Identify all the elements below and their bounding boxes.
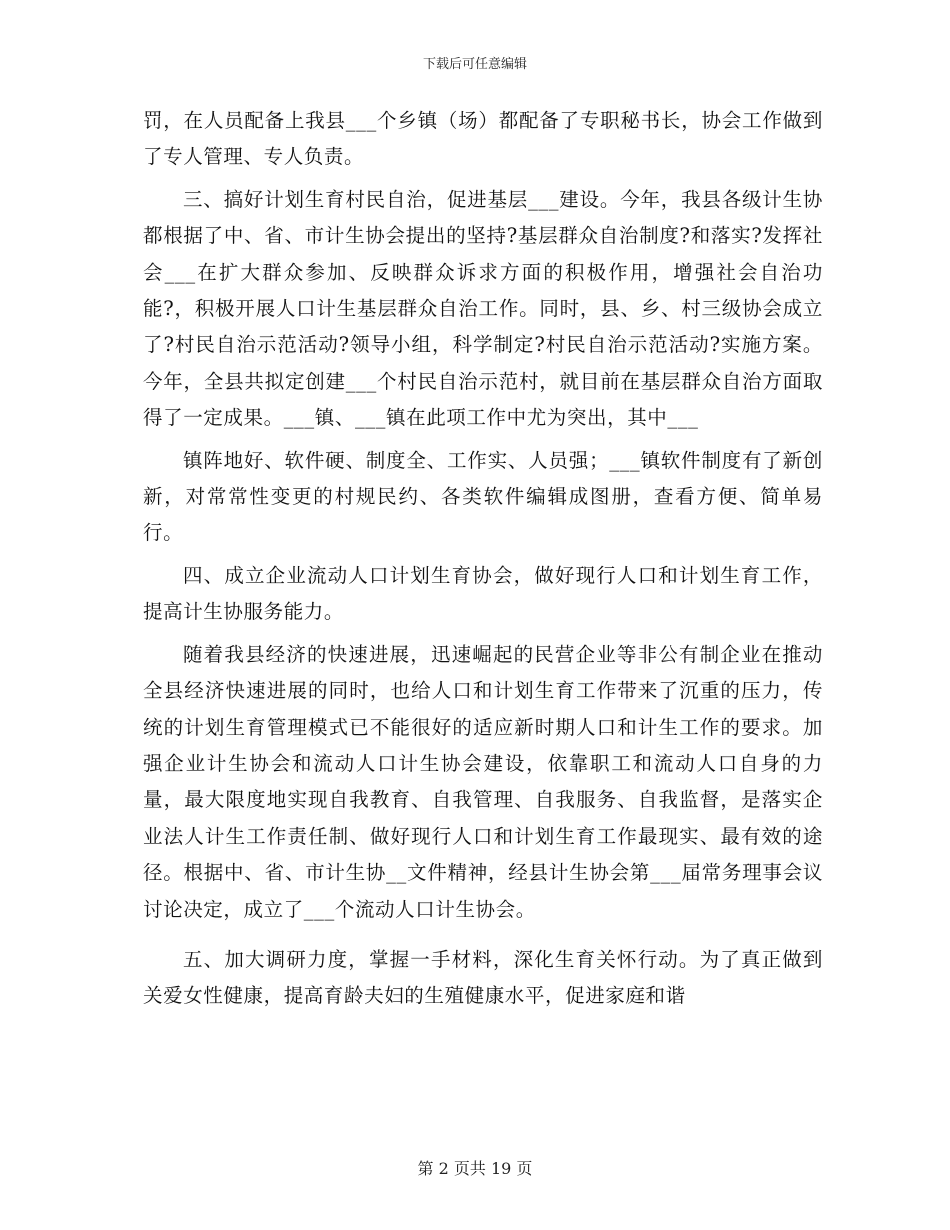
document-body xyxy=(143,103,823,1015)
paragraph-1: 罚，在人员配备上我县___个乡镇（场）都配备了专职秘书长，协会工作做到了专人管理、专人负责。 xyxy=(143,109,823,169)
paragraph-2: 三、搞好计划生育村民自治，促进基层___建设。今年，我县各级计生协都根据了中、省、市计生协会提出的坚持?基层群众自治制度?和落实?发挥社会___在扩大群众参加、反映群众诉求方面的积极作用，增强社会自治功能?，积极开展人口计生基层群众自治工作。同时，县、乡、村三级协会成立了?村民自治示范活动?领导小组，科学制定?村民自治示范活动?实施方案。今年，全县共拟定创建___个村民自治示范村，就目前在基层群众自治方面取得了一定成果。___镇、___镇在此项工作中尤为突出，其中___ xyxy=(143,187,823,430)
paragraph-4: 四、成立企业流动人口计划生育协会，做好现行人口和计划生育工作，提高计生协服务能力。 xyxy=(143,563,823,624)
page-number: 第 2 页共 19 页 xyxy=(417,1159,533,1178)
paragraph-6: 五、加大调研力度，掌握一手材料，深化生育关怀行动。为了真正做到关爱女性健康，提高育龄夫妇的生殖健康水平，促进家庭和谐 xyxy=(143,947,823,1008)
page-header: 下载后可任意编辑 xyxy=(422,57,527,72)
paragraph-5: 随着我县经济的快速进展，迅速崛起的民营企业等非公有制企业在推动全县经济快速进展的同时，也给人口和计划生育工作带来了沉重的压力，传统的计划生育管理模式已不能很好的适应新时期人口和计生工作的要求。加强企业计生协会和流动人口计生协会建设，依靠职工和流动人口自身的力量，最大限度地实现自我教育、自我管理、自我服务、自我监督，是落实企业法人计生工作责任制、做好现行人口和计划生育工作最现实、最有效的途径。根据中、省、市计生协__文件精神，经县计生协会第___届常务理事会议讨论决定，成立了___个流动人口计生协会。 xyxy=(143,642,823,921)
paragraph-3: 镇阵地好、软件硬、制度全、工作实、人员强；___镇软件制度有了新创新，对常常性变更的村规民约、各类软件编辑成图册，查看方便、简单易行。 xyxy=(143,448,823,545)
